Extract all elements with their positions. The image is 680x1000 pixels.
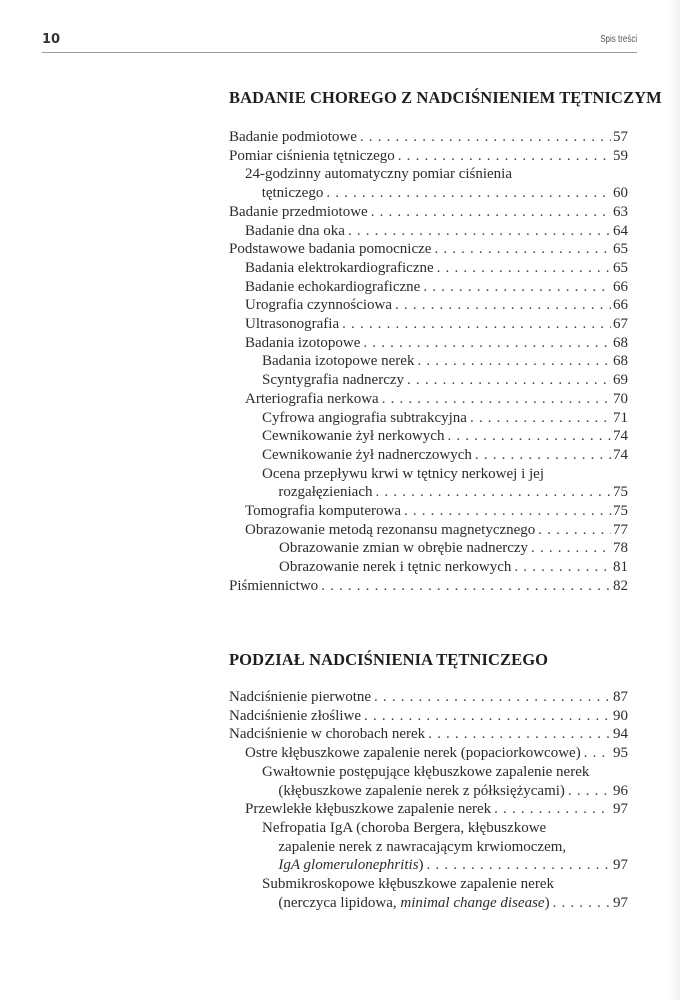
dot-leader — [374, 688, 611, 707]
toc-entry[interactable] — [229, 315, 628, 334]
toc-entry-title: Obrazowanie zmian w obrębie nadnerczy — [279, 540, 529, 557]
toc-page-number: 59 — [613, 147, 628, 164]
dot-leader — [447, 427, 611, 446]
toc-entry-title: Urografia czynnościowa — [245, 297, 393, 314]
dot-leader — [417, 352, 611, 371]
toc-entry[interactable] — [229, 240, 628, 259]
toc-entry-title: Ultrasonografia — [245, 316, 340, 333]
dot-leader — [423, 278, 611, 297]
italic-term: minimal change disease — [400, 894, 545, 911]
toc-entry[interactable] — [229, 502, 628, 521]
toc-entry-title: Nadciśnienie pierwotne — [229, 689, 372, 705]
toc-entry[interactable] — [229, 409, 628, 428]
toc-entry-title: rozgałęzieniach — [278, 484, 373, 501]
toc-entry-title: Obrazowanie nerek i tętnic nerkowych — [279, 559, 512, 576]
toc-entry-title: 24-godzinny automatyczny pomiar ciśnienia — [245, 166, 513, 183]
toc-entry-title: Badanie przedmiotowe — [229, 203, 368, 220]
dot-leader — [364, 707, 611, 726]
toc-page-number: 64 — [613, 222, 628, 239]
toc-entry-title: Badania izotopowe — [245, 334, 361, 351]
dot-leader — [395, 296, 611, 315]
dot-leader — [407, 371, 611, 390]
dot-leader — [376, 483, 612, 502]
toc-entry[interactable] — [229, 222, 628, 241]
toc-page-number: 81 — [613, 559, 628, 576]
toc-entry-title: Badanie podmiotowe — [229, 129, 357, 145]
toc-entry-title: tętniczego — [261, 185, 324, 202]
toc-entry[interactable] — [229, 278, 628, 297]
dot-leader — [398, 147, 611, 166]
dot-leader — [434, 240, 611, 259]
toc-page-number: 66 — [613, 278, 628, 295]
dot-leader — [475, 446, 611, 465]
toc-entry[interactable] — [229, 371, 628, 390]
dot-leader — [514, 558, 611, 577]
toc-entry-title: Obrazowanie metodą rezonansu magnetycznego — [245, 521, 536, 538]
toc-section-badanie — [229, 128, 628, 596]
toc-entry-title: Badania izotopowe nerek — [262, 353, 415, 370]
toc-entry[interactable] — [229, 763, 628, 800]
toc-page-number: 65 — [613, 241, 628, 258]
toc-page-number: 82 — [613, 577, 628, 594]
dot-leader — [360, 128, 611, 147]
toc-entry[interactable] — [229, 688, 628, 707]
toc-entry[interactable] — [229, 446, 628, 465]
toc-entry-title: Ostre kłębuszkowe zapalenie nerek (popaciorkowcowe) — [245, 745, 581, 762]
toc-page-number: 96 — [613, 782, 628, 799]
toc-entry[interactable] — [229, 165, 628, 202]
running-header — [42, 30, 637, 53]
toc-entry[interactable] — [229, 539, 628, 558]
toc-entry[interactable] — [229, 875, 628, 912]
toc-page-number: 77 — [613, 521, 628, 538]
dot-leader — [404, 502, 611, 521]
toc-entry[interactable] — [229, 521, 628, 540]
toc-entry-title: Submikroskopowe kłębuszkowe zapalenie nerek — [262, 876, 554, 893]
toc-page-number: 97 — [613, 894, 628, 911]
toc-page-number: 87 — [613, 689, 628, 705]
toc-page-number: 68 — [613, 334, 628, 351]
section-title-badanie: BADANIE CHOREGO Z NADCIŚNIENIEM TĘTNICZYM — [229, 88, 662, 107]
toc-entry-title: Nadciśnienie w chorobach nerek — [229, 726, 426, 743]
toc-entry-title: Badania elektrokardiograficzne — [245, 259, 434, 276]
toc-entry-title: Arteriografia nerkowa — [245, 390, 379, 407]
toc-entry-title: IgA glomerulonephritis) — [278, 857, 424, 874]
toc-entry[interactable] — [229, 558, 628, 577]
toc-page-number: 70 — [613, 390, 628, 407]
italic-term: IgA glomerulonephritis — [278, 857, 419, 874]
toc-entry-title: Piśmiennictwo — [229, 577, 319, 594]
toc-entry[interactable] — [229, 352, 628, 371]
dot-leader — [321, 577, 611, 596]
toc-entry[interactable] — [229, 259, 628, 278]
toc-page-number: 75 — [613, 503, 628, 520]
toc-entry-title: (nerczyca lipidowa, minimal change disease) — [278, 894, 550, 911]
dot-leader — [371, 203, 611, 222]
dot-leader — [584, 744, 611, 763]
toc-page-number: 71 — [613, 409, 628, 426]
toc-entry-title: Badanie echokardiograficzne — [245, 278, 421, 295]
toc-page-number: 74 — [613, 446, 628, 463]
toc-entry-title: Cewnikowanie żył nerkowych — [262, 428, 445, 445]
dot-leader — [531, 539, 611, 558]
running-title: Spis treści — [600, 34, 637, 45]
toc-page-number: 74 — [613, 428, 628, 445]
toc-entry[interactable] — [229, 465, 628, 502]
toc-entry-title: (kłębuszkowe zapalenie nerek z półksiężycami) — [278, 782, 565, 799]
toc-entry[interactable] — [229, 707, 628, 726]
toc-entry-title: Ocena przepływu krwi w tętnicy nerkowej i jej — [262, 465, 544, 482]
toc-page-number: 65 — [613, 259, 628, 276]
dot-leader — [363, 334, 611, 353]
toc-section-podzial — [229, 688, 628, 912]
page-number: 10 — [42, 32, 61, 47]
toc-entry[interactable] — [229, 725, 628, 744]
toc-page-number: 95 — [613, 745, 628, 762]
toc-entry-title: Badanie dna oka — [245, 222, 345, 239]
toc-entry-title: Gwałtownie postępujące kłębuszkowe zapalenie nerek — [262, 763, 590, 780]
toc-entry[interactable] — [229, 744, 628, 763]
toc-entry[interactable] — [229, 203, 628, 222]
dot-leader — [494, 800, 611, 819]
toc-entry[interactable] — [229, 296, 628, 315]
section-title-podzial: PODZIAŁ NADCIŚNIENIA TĘTNICZEGO — [229, 650, 549, 669]
toc-entry-title: Cewnikowanie żył nadnerczowych — [262, 446, 472, 463]
toc-entry-title: Przewlekłe kłębuszkowe zapalenie nerek — [245, 801, 492, 818]
toc-entry-title: zapalenie nerek z nawracającym krwiomoczem, — [278, 838, 567, 855]
toc-entry-title: Nefropatia IgA (choroba Bergera, kłębuszkowe — [262, 819, 547, 836]
toc-entry-title: Podstawowe badania pomocnicze — [229, 241, 432, 258]
dot-leader — [382, 390, 611, 409]
toc-entry[interactable] — [229, 427, 628, 446]
dot-leader — [538, 521, 611, 540]
dot-leader — [437, 259, 611, 278]
dot-leader — [470, 409, 611, 428]
toc-entry[interactable] — [229, 577, 628, 596]
toc-page-number: 78 — [613, 540, 628, 557]
toc-entry[interactable] — [229, 147, 628, 166]
dot-leader — [553, 894, 611, 913]
dot-leader — [428, 725, 611, 744]
toc-entry-title: Pomiar ciśnienia tętniczego — [229, 147, 395, 164]
toc-page-number: 57 — [613, 129, 628, 145]
toc-page-number: 66 — [613, 297, 628, 314]
toc-entry-title: Scyntygrafia nadnerczy — [262, 372, 405, 389]
dot-leader — [427, 856, 611, 875]
toc-entry[interactable] — [229, 819, 628, 875]
toc-page-number: 60 — [613, 185, 628, 202]
dot-leader — [348, 222, 611, 241]
toc-entry-title: Tomografia komputerowa — [245, 503, 401, 520]
toc-entry-title: Nadciśnienie złośliwe — [229, 707, 362, 724]
toc-entry[interactable] — [229, 334, 628, 353]
toc-page-number: 97 — [613, 857, 628, 874]
toc-entry-title: Cyfrowa angiografia subtrakcyjna — [262, 409, 467, 426]
toc-page-number: 69 — [613, 372, 628, 389]
toc-entry[interactable] — [229, 800, 628, 819]
toc-page-number: 67 — [613, 316, 628, 333]
toc-page-number: 97 — [613, 801, 628, 818]
page-edge-shadow — [668, 0, 680, 1000]
toc-page-number: 90 — [613, 707, 628, 724]
toc-page-number: 63 — [613, 203, 628, 220]
toc-entry[interactable] — [229, 128, 628, 147]
toc-page-number: 68 — [613, 353, 628, 370]
dot-leader — [568, 782, 611, 801]
dot-leader — [342, 315, 611, 334]
toc-page-number: 94 — [613, 726, 628, 743]
toc-entry[interactable] — [229, 390, 628, 409]
dot-leader — [326, 184, 611, 203]
toc-page-number: 75 — [613, 484, 628, 501]
